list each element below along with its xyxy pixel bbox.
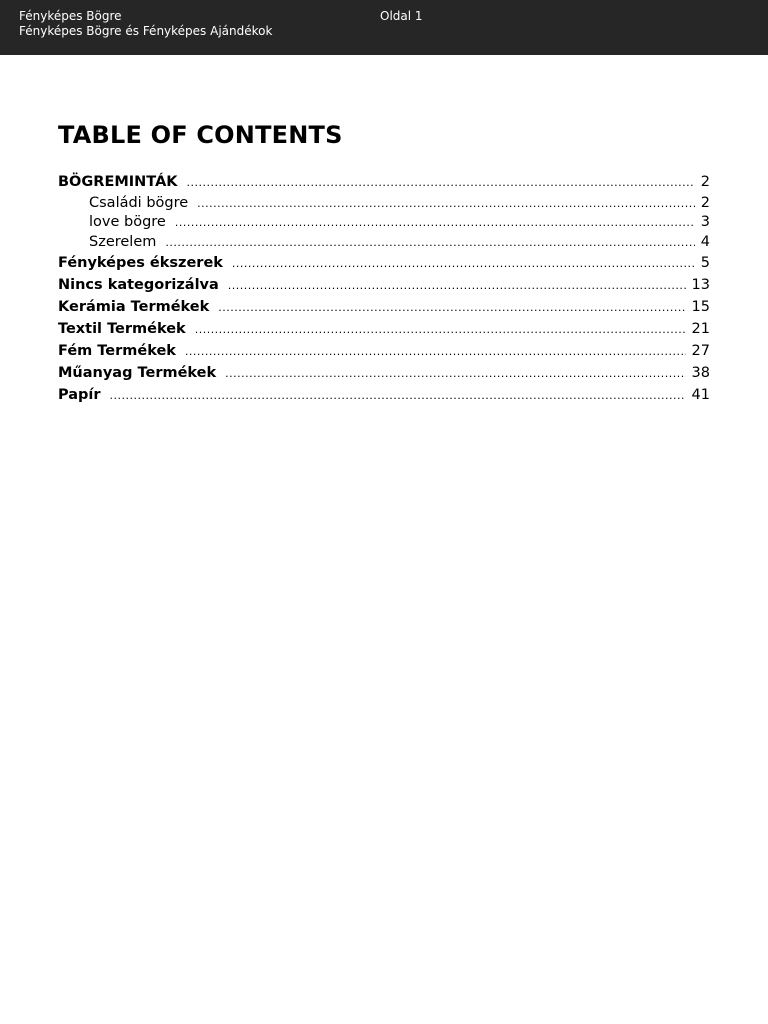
toc-entry-page: 27 (691, 343, 710, 359)
document-header-bar (0, 0, 768, 55)
dot-leader (232, 254, 695, 274)
toc-entry-label: Fém Termékek (58, 343, 176, 359)
toc-entry-keramia-termekek[interactable] (58, 297, 710, 317)
toc-entry-label: Nincs kategorizálva (58, 277, 219, 293)
dot-leader (225, 364, 685, 384)
toc-entry-label: BÖGREMINTÁK (58, 174, 178, 190)
toc-entry-page: 2 (700, 195, 710, 211)
toc-entry-label: Fényképes ékszerek (58, 255, 223, 271)
toc-entry-page: 5 (700, 255, 710, 271)
toc-entry-textil-termekek[interactable] (58, 319, 710, 339)
dot-leader (218, 298, 685, 318)
toc-entry-page: 2 (700, 174, 710, 190)
toc-entry-page: 21 (691, 321, 710, 337)
toc-entry-page: 3 (700, 214, 710, 230)
toc-entry-label: Szerelem (89, 234, 157, 250)
toc-entry-fem-termekek[interactable] (58, 341, 710, 361)
dot-leader (110, 386, 686, 406)
toc-entry-fenykepes-ekszerek[interactable] (58, 253, 710, 273)
toc-entry-label: Papír (58, 387, 101, 403)
toc-entry-page: 4 (700, 234, 710, 250)
dot-leader (228, 276, 686, 296)
dot-leader (185, 342, 686, 362)
toc-entry-label: Kerámia Termékek (58, 299, 210, 315)
dot-leader (175, 213, 695, 233)
dot-leader (195, 320, 686, 340)
toc-entry-muanyag-termekek[interactable] (58, 363, 710, 383)
dot-leader (197, 194, 695, 214)
toc-entry-bogremintak[interactable] (58, 172, 710, 192)
page-number: Oldal 1 (380, 9, 423, 23)
document-title: Fényképes Bögre (19, 9, 122, 23)
toc-entry-label: Műanyag Termékek (58, 365, 217, 381)
toc-entry-nincs-kategorizalva[interactable] (58, 275, 710, 295)
toc-entry-page: 15 (691, 299, 710, 315)
document-subtitle: Fényképes Bögre és Fényképes Ajándékok (19, 24, 273, 38)
toc-entry-love-bogre[interactable] (89, 212, 710, 232)
toc-entry-csaladi-bogre[interactable] (89, 193, 710, 213)
toc-entry-szerelem[interactable] (89, 232, 710, 252)
toc-entry-papir[interactable] (58, 385, 710, 405)
toc-entry-label: Textil Termékek (58, 321, 186, 337)
dot-leader (187, 173, 695, 193)
toc-entry-label: Családi bögre (89, 195, 189, 211)
toc-heading: TABLE OF CONTENTS (58, 121, 343, 149)
dot-leader (165, 233, 694, 253)
toc-entry-page: 41 (691, 387, 710, 403)
toc-entry-label: love bögre (89, 214, 166, 230)
toc-entry-page: 13 (691, 277, 710, 293)
toc-entry-page: 38 (691, 365, 710, 381)
